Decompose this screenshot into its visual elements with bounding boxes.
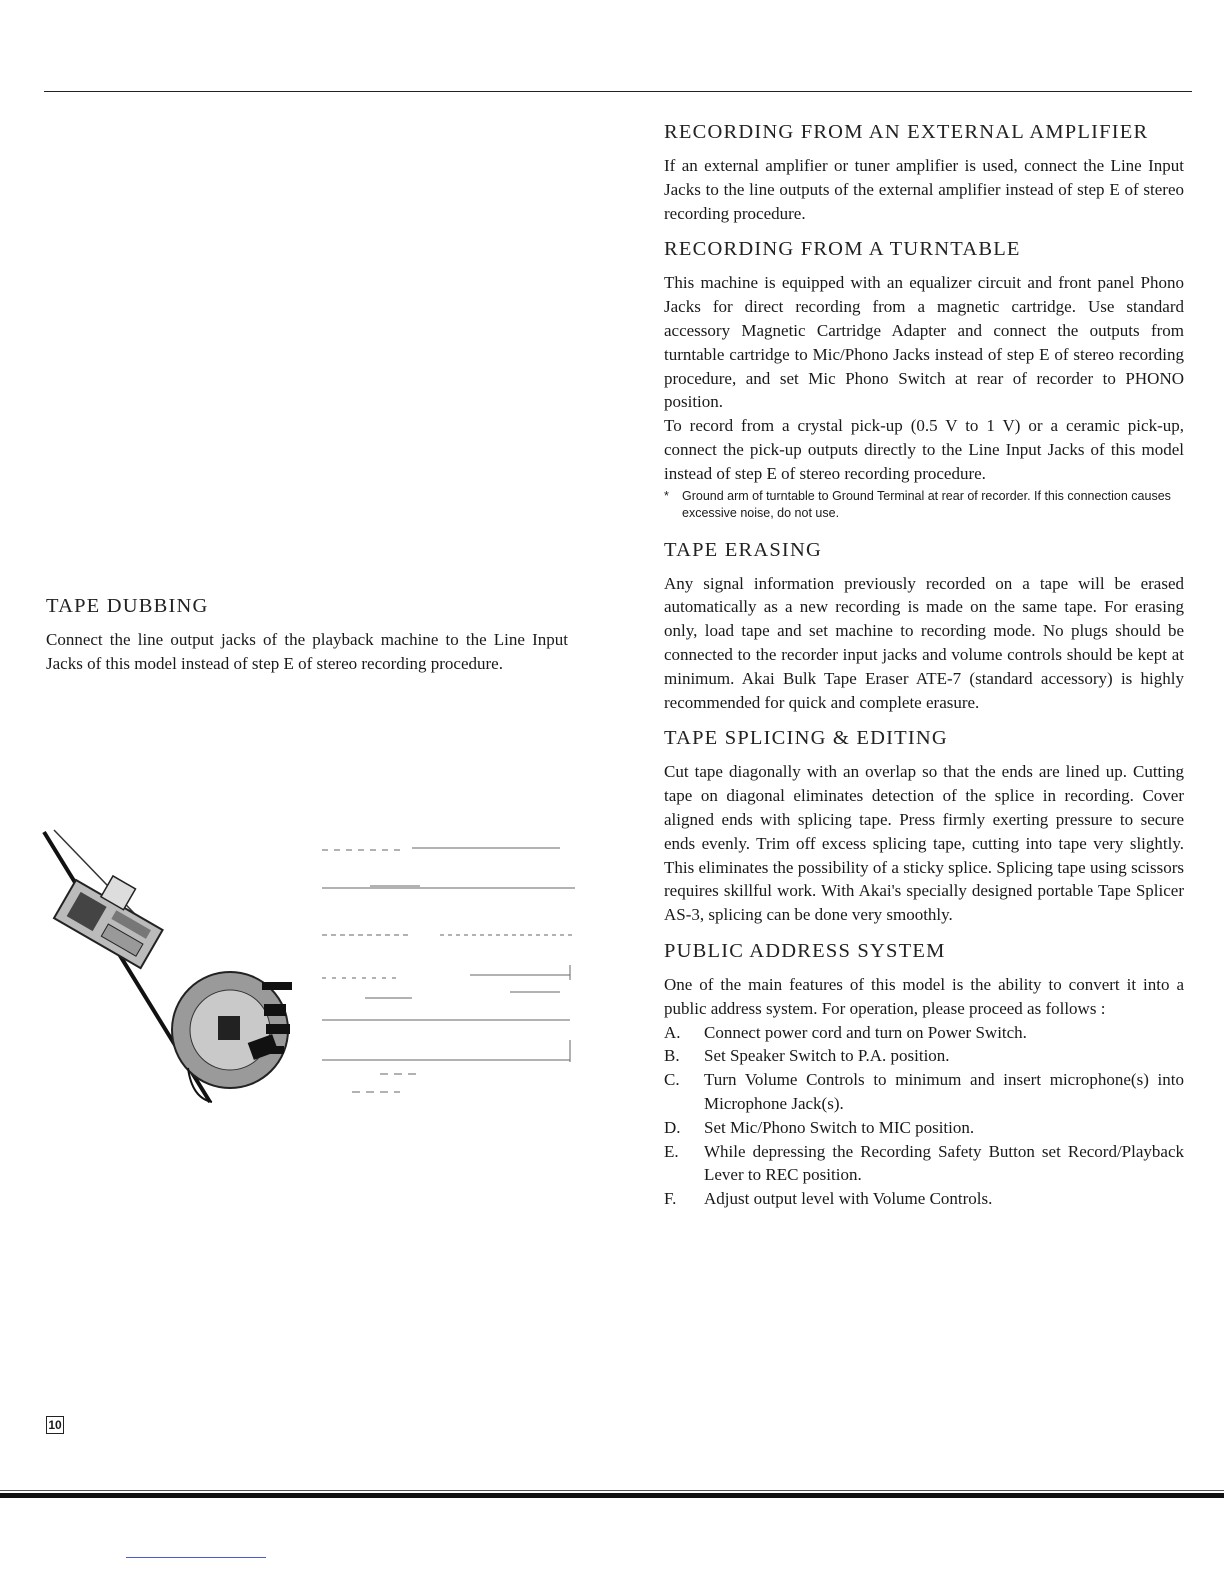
section-tape-erasing xyxy=(664,536,1184,715)
paragraph-tape-erasing: Any signal information previously recorded on a tape will be erased automatically as a new recording is made on the same tape. For erasing only, load tape and set machine to recording mode. No plugs should be connected to the recorder input jacks and volume controls should be kept at minimum. Akai Bulk Tape Eraser ATE-7 (standard accessory) is highly recommended for quick and complete erasure. xyxy=(664,573,1184,712)
paragraph-turntable-2: To record from a crystal pick-up (0.5 V to 1 V) or a ceramic pick-up, connect the pick-up outputs directly to the Line Input Jacks of this model instead of step E of stereo recording procedure. xyxy=(664,416,1184,483)
tape-splicer-illustration-icon xyxy=(40,820,580,1110)
section-public-address xyxy=(664,937,1184,1211)
bottom-rule-thin xyxy=(0,1490,1224,1491)
heading-tape-dubbing: TAPE DUBBING xyxy=(46,595,209,617)
list-item: B. Set Speaker Switch to P.A. position. xyxy=(664,1046,950,1066)
heading-tape-erasing: TAPE ERASING xyxy=(664,538,822,561)
heading-public-address: PUBLIC ADDRESS SYSTEM xyxy=(664,939,946,962)
note-asterisk: * xyxy=(664,488,669,503)
list-item: C. Turn Volume Controls to minimum and insert microphone(s) into Microphone Jack(s). xyxy=(664,1070,1184,1113)
section-tape-splicing xyxy=(664,724,1184,927)
paragraph-public-address: One of the main features of this model is the ability to convert it into a public address system. For operation, please proceed as follows : xyxy=(664,974,1184,1018)
turntable-note xyxy=(664,488,1184,522)
right-column xyxy=(664,118,1184,1221)
list-item: D. Set Mic/Phono Switch to MIC position. xyxy=(664,1117,975,1137)
left-column xyxy=(46,592,568,676)
top-rule xyxy=(44,91,1192,92)
list-item: F. Adjust output level with Volume Controls. xyxy=(664,1189,993,1209)
list-item: E. While depressing the Recording Safety Button set Record/Playback Lever to REC position. xyxy=(664,1141,1184,1185)
heading-tape-splicing: TAPE SPLICING & EDITING xyxy=(664,727,948,750)
footer-rule xyxy=(126,1557,266,1558)
heading-turntable: RECORDING FROM A TURNTABLE xyxy=(664,238,1021,261)
paragraph-external-amplifier: If an external amplifier or tuner amplifier is used, connect the Line Input Jacks to the line outputs of the external amplifier instead of step E of stereo recording procedure. xyxy=(664,156,1184,223)
paragraph-tape-splicing: Cut tape diagonally with an overlap so that the ends are lined up. Cutting tape on diagonal eliminates detection of the splice in recording. Cover aligned ends with splicing tape. Press firmly exerting pressure to secure ends evenly. Trim off excess splicing tape, cutting into tape very slightly. This eliminates the possibility of a sticky splice. Splicing tape using scissors requires skillful work. With Akai's specially designed portable Tape Splicer AS-3, splicing can be done very smoothly. xyxy=(664,762,1184,925)
list-item: A. Connect power cord and turn on Power Switch. xyxy=(664,1022,1027,1042)
note-text: Ground arm of turntable to Ground Terminal at rear of recorder. If this connection causes excessive noise, do not use. xyxy=(682,488,1171,520)
page-number: 10 xyxy=(46,1416,64,1434)
paragraph-turntable-1: This machine is equipped with an equalizer circuit and front panel Phono Jacks for direct recording from a magnetic cartridge. Use standard accessory Magnetic Cartridge Adapter and connect the outputs from turntable cartridge to Mic/Phono Jacks instead of step E of stereo recording procedure, and set Mic Phono Switch at rear of recorder to PHONO position. xyxy=(664,273,1184,412)
bottom-rule xyxy=(0,1493,1224,1498)
heading-external-amplifier: RECORDING FROM AN EXTERNAL AMPLIFIER xyxy=(664,121,1149,143)
section-external-amplifier xyxy=(664,118,1184,225)
section-turntable xyxy=(664,235,1184,521)
paragraph-tape-dubbing: Connect the line output jacks of the playback machine to the Line Input Jacks of this model instead of step E of stereo recording procedure. xyxy=(46,630,568,673)
pa-steps-list xyxy=(664,1021,1184,1211)
